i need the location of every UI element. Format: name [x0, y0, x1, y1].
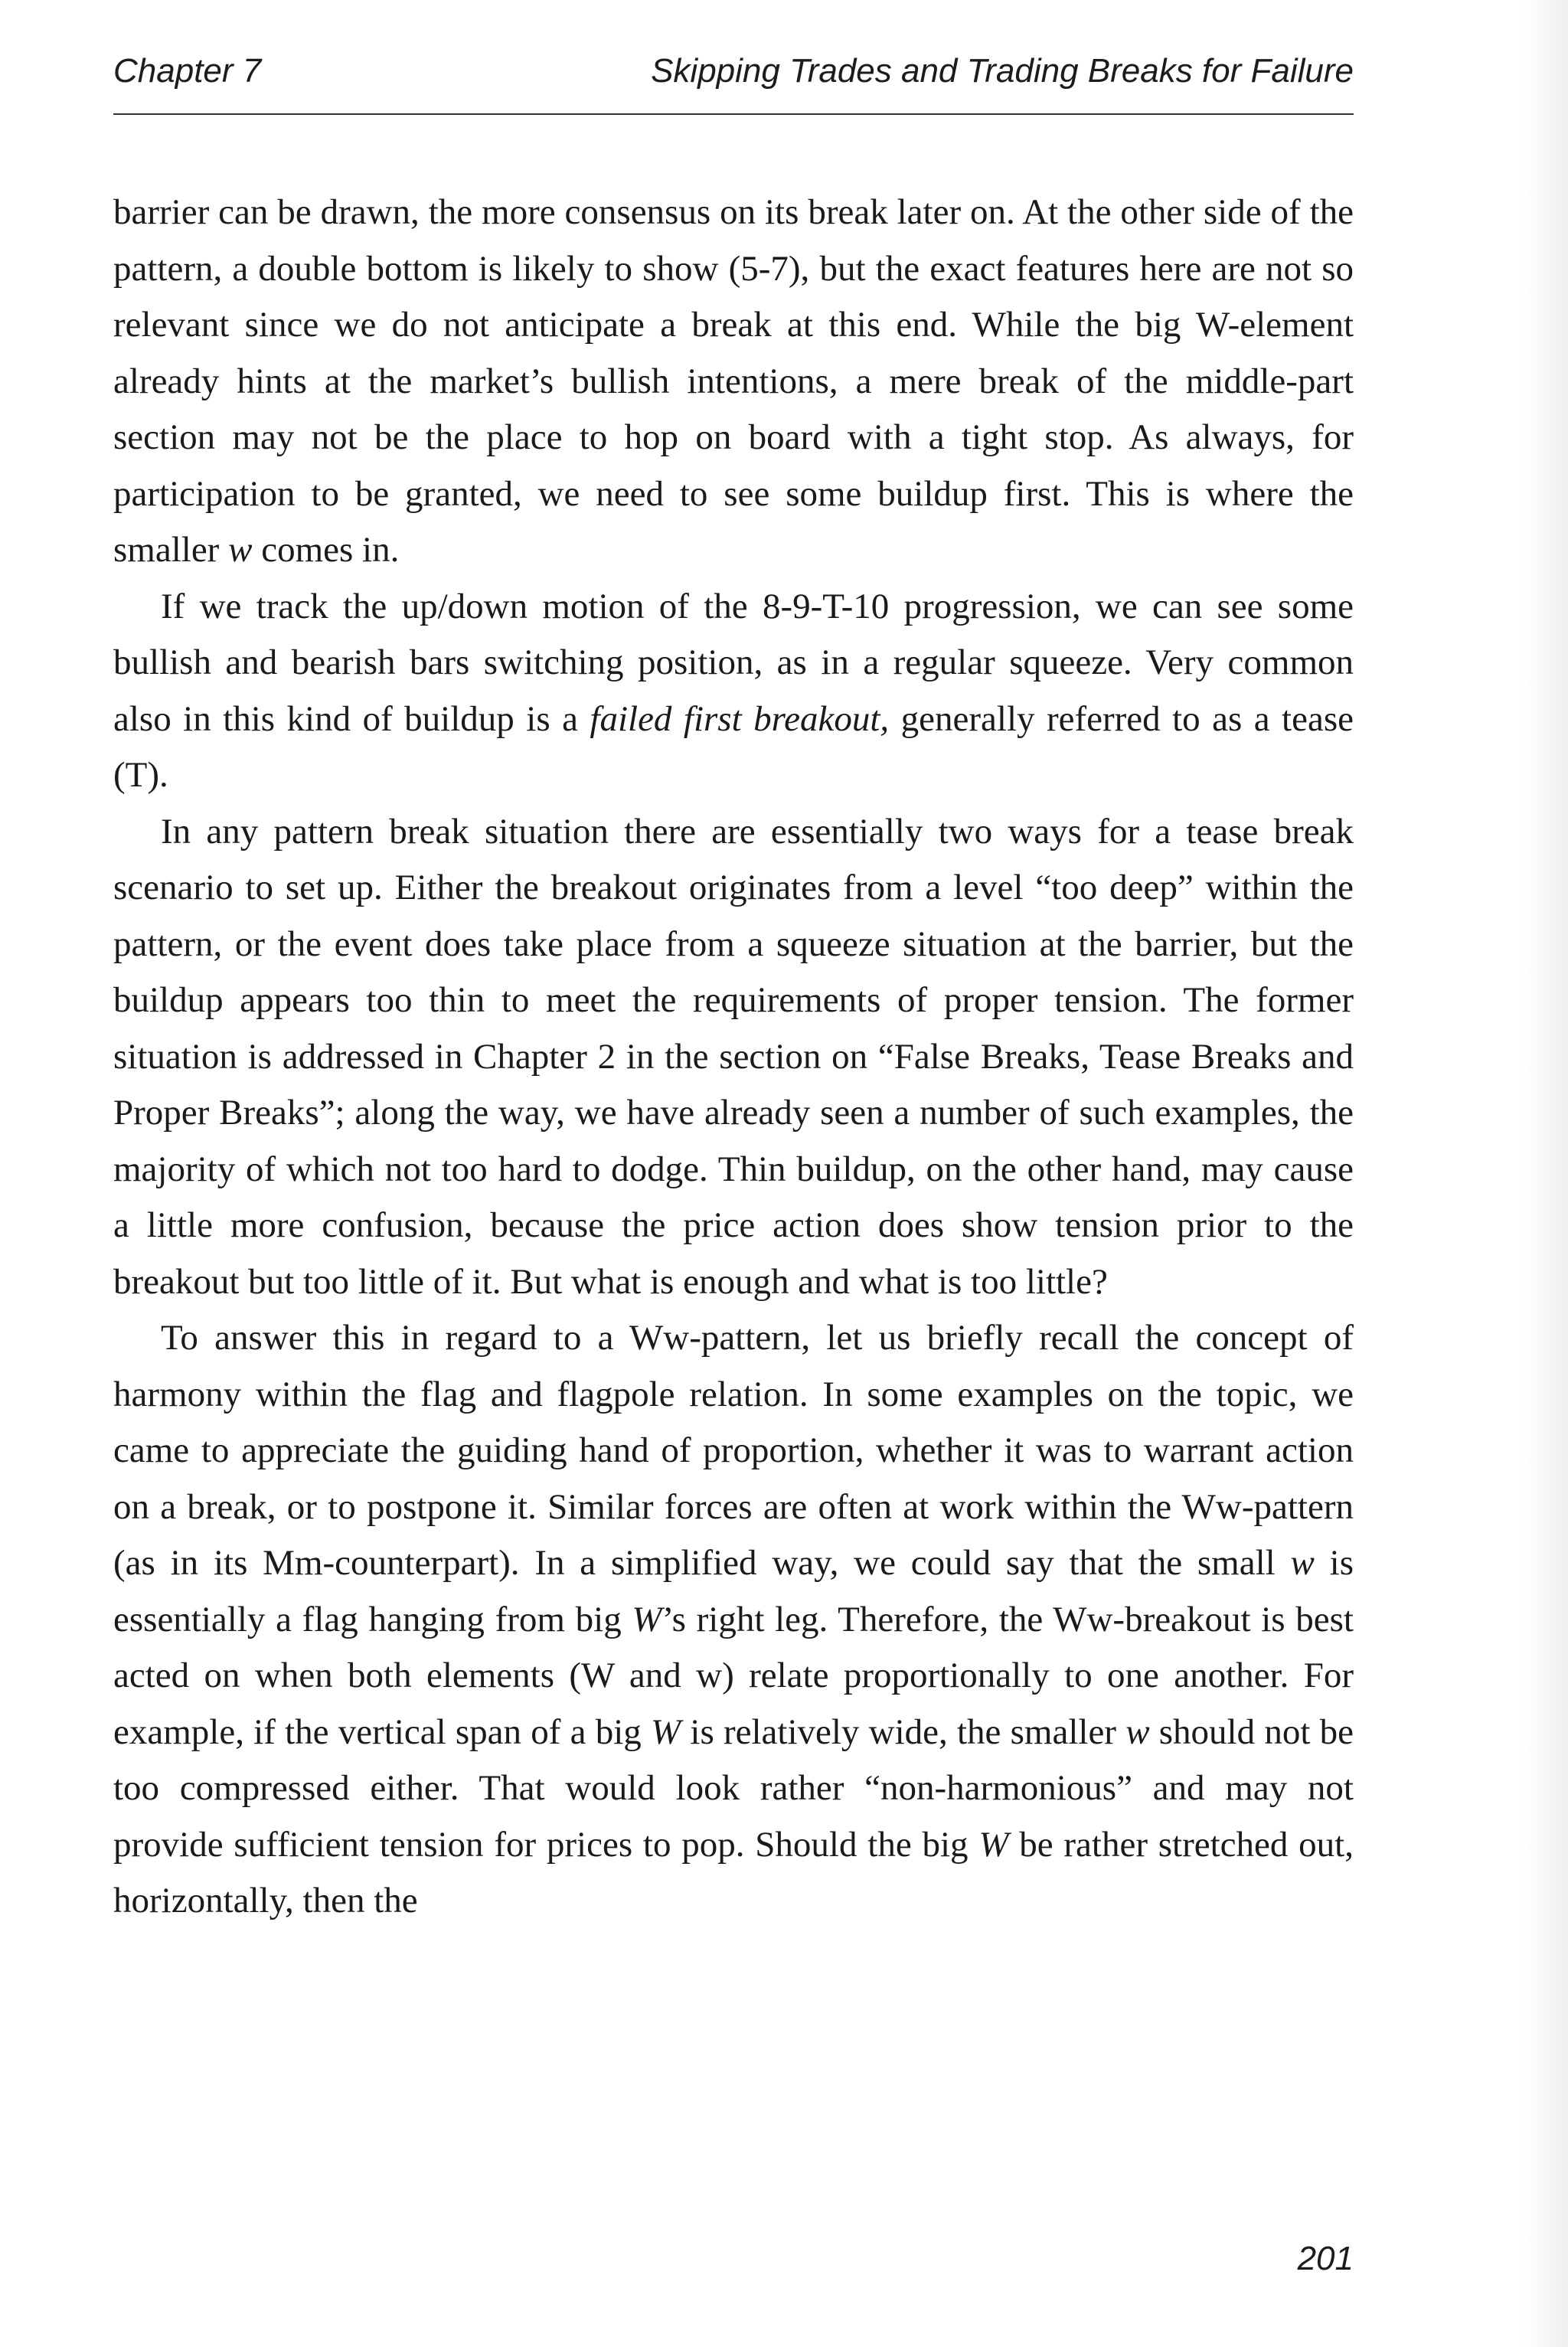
italic-text-run: failed first breakout,	[590, 698, 890, 739]
italic-text-run: w	[228, 530, 253, 570]
paragraph	[113, 1310, 1354, 1930]
italic-text-run: w	[1125, 1711, 1150, 1752]
paragraph	[113, 185, 1354, 579]
text-run: If we track the up/down motion of the 8-9-T-10 progression, we can see some bullish and bearish bars switching position, as in a regular squeeze. Very common also in this kind of buildup is a	[113, 586, 1354, 739]
text-run: be rather stretched out, horizontally, then the	[113, 1824, 1354, 1920]
text-run: should not be too compressed either. That would look rather “non-harmonious” and may not provide sufficient tension for prices to pop. Should the big	[113, 1711, 1354, 1865]
page-number: 201	[1297, 2240, 1354, 2277]
chapter-label: Chapter 7	[113, 52, 262, 90]
italic-text-run: W	[978, 1824, 1009, 1865]
text-run: is essentially a flag hanging from big	[113, 1543, 1354, 1639]
paragraph	[113, 804, 1354, 1311]
italic-text-run: W	[651, 1711, 681, 1752]
text-run: comes in.	[252, 530, 400, 570]
text-run: generally referred to as a tease (T).	[113, 698, 1354, 795]
text-run: ’s right leg. Therefore, the Ww-breakout is best acted on when both elements (W and w) relate proportionally to one another. For example, if the vertical span of a big	[113, 1599, 1354, 1752]
body-text	[113, 185, 1354, 1930]
running-head	[113, 47, 1354, 115]
italic-text-run: w	[1290, 1543, 1315, 1583]
paragraph	[113, 579, 1354, 804]
page-edge-shadow	[1522, 0, 1568, 2347]
text-run: is relatively wide, the smaller	[681, 1711, 1126, 1752]
section-title: Skipping Trades and Trading Breaks for Failure	[651, 52, 1354, 90]
italic-text-run: W	[632, 1599, 662, 1639]
text-run: To answer this in regard to a Ww-pattern, let us briefly recall the concept of harmony within the flag and flagpole relation. In some examples on the topic, we came to appreciate the guiding hand of proportion, whether it was to warrant action on a break, or to postpone it. Similar forces are often at work within the Ww-pattern (as in its Mm-counterpart). In a simplified way, we could say that the small	[113, 1318, 1354, 1583]
text-run: barrier can be drawn, the more consensus on its break later on. At the other side of the pattern, a double bottom is likely to show (5-7), but the exact features here are not so relevant since we do not anticipate a break at this end. While the big W-element already hints at the market’s bullish intentions, a mere break of the middle-part section may not be the place to hop on board with a tight stop. As always, for participation to be granted, we need to see some buildup first. This is where the smaller	[113, 192, 1354, 570]
text-run: In any pattern break situation there are essentially two ways for a tease break scenario to set up. Either the breakout originates from a level “too deep” within the pattern, or the event does take place from a squeeze situation at the barrier, but the buildup appears too thin to meet the requirements of proper tension. The former situation is addressed in Chapter 2 in the section on “False Breaks, Tease Breaks and Proper Breaks”; along the way, we have already seen a number of such examples, the majority of which not too hard to dodge. Thin buildup, on the other hand, may cause a little more confusion, because the price action does show tension prior to the breakout but too little of it. But what is enough and what is too little?	[113, 811, 1354, 1302]
